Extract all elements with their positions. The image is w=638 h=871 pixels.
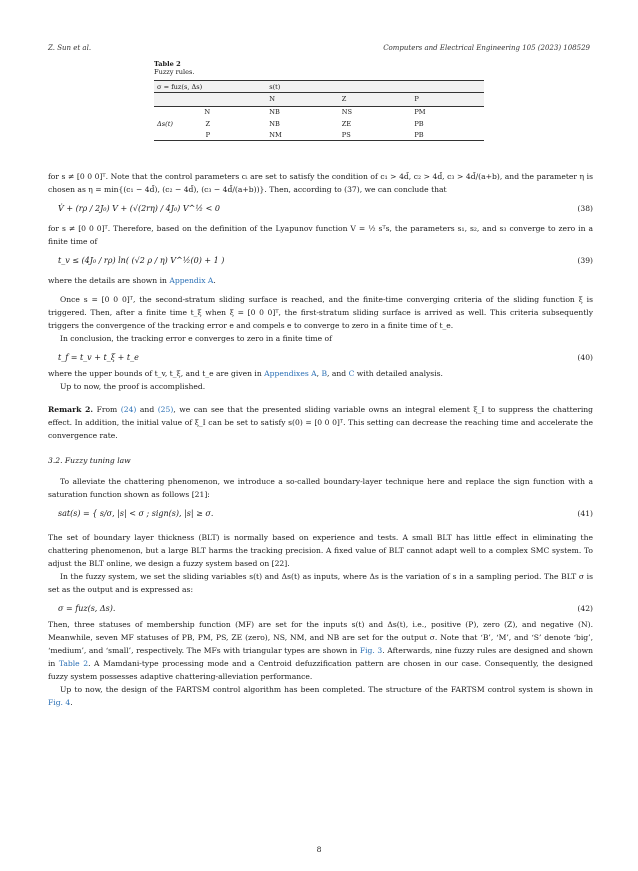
appendix-b-link[interactable]: B [321, 369, 328, 378]
text: From [93, 405, 121, 414]
equation-number: (42) [577, 604, 593, 613]
paragraph [48, 274, 593, 287]
table-header-row [154, 81, 484, 93]
section-heading: 3.2. Fuzzy tuning law [48, 456, 131, 465]
text: . [70, 698, 73, 707]
table-subheader: N [266, 93, 339, 107]
equation-text: σ = fuz(s, Δs). [58, 604, 116, 613]
text: where the upper bounds of t_v, t_ξ, and t_e are given in [48, 369, 265, 378]
table-row-key: Z [205, 119, 211, 128]
table-header-input: s(t) [266, 81, 484, 93]
table-cell: PS [339, 129, 412, 141]
paragraph: Once s = [0 0 0]ᵀ, the second-stratum sliding surface is reached, and the finite-time converging criteria of the sliding function ξ is triggered. Then, after a finite time t_ξ when ξ = [0 0 0]ᵀ, the first-stratum sliding surface is arrived as well. This criteria subsequently triggers the convergence of the tracking error e and compels e to converge to zero in a finite time of t_e. [48, 295, 593, 330]
paragraph: The set of boundary layer thickness (BLT) is normally based on experience and tests. A small BLT has little effect in eliminating the chattering phenomenon, but a large BLT harms the tracking precision. A fixed value of BLT cannot adapt well to a complex SMC system. To adjust the BLT online, we design a fuzzy system based on [22]. [48, 533, 593, 568]
table-cell: NB [269, 119, 280, 128]
table-subheader: Z [339, 93, 412, 107]
text: with detailed analysis. [354, 369, 443, 378]
equation-text: V̇ + (rρ / 2J₀) V + (√(2rη) / 4J₀) V^½ < 0 [58, 204, 220, 213]
table-subheader-row [154, 93, 484, 107]
table-row [154, 118, 484, 129]
table-cell: NS [341, 108, 353, 117]
fuzzy-rules-table [154, 80, 484, 141]
equation-40 [48, 345, 593, 367]
table-cell: PM [414, 108, 426, 117]
equation-41 [48, 501, 593, 531]
equation-42 [48, 596, 593, 618]
text: where the details are shown in [48, 276, 170, 285]
appendix-a-link[interactable]: Appendixes A [264, 369, 317, 378]
equation-39 [48, 248, 593, 274]
appendix-a-link[interactable]: Appendix A [169, 276, 214, 285]
text: Up to now, the design of the FARTSM control algorithm has been completed. The structure of the FARTSM control system is shown in [60, 685, 593, 694]
paragraph [48, 618, 593, 683]
table-label: Table 2 [154, 60, 181, 68]
text: . [213, 276, 216, 285]
running-header-authors: Z. Sun et al. [48, 44, 92, 52]
figure-4-link[interactable]: Fig. 4 [48, 698, 71, 707]
table-subheader: P [411, 93, 484, 107]
text: , we can see that the presented sliding variable owns an integral element ξ_I to suppress the chattering effect. In addition, the initial value of ξ_I can be set to satisfy s(0) = [0 0 0]ᵀ. This setting can decrease the reaching time and accelerate the convergence rate. [48, 405, 594, 440]
paragraph: for s ≠ [0 0 0]ᵀ. Therefore, based on the definition of the Lyapunov function V = ½ sᵀs, the parameters s₁, s₂, and s₃ converge to zero in a finite time of [48, 224, 593, 246]
paragraph: for s ≠ [0 0 0]ᵀ. Note that the control parameters cᵢ are set to satisfy the condition of c₁ > 4d̄, c₂ > 4d̄, c₃ > 4d̄/(a+b), and the parameter η is chosen as η = min{(c₁ − 4d̄), (c₂ − 4d̄), (c₃ − 4d̄/(a+b))}. Then, according to (37), we can conclude that [48, 172, 593, 194]
text: and [136, 405, 158, 414]
paragraph: To alleviate the chattering phenomenon, we introduce a so-called boundary-layer technique here and replace the sign function with a saturation function shown as follows [21]: [48, 477, 593, 499]
text: . A Mamdani-type processing mode and a Centroid defuzzification pattern are chosen in our case. Consequently, the designed fuzzy system possesses adaptive chattering-alleviation performance. [48, 659, 594, 681]
table-cell: ZE [341, 119, 352, 128]
remark-paragraph [48, 403, 593, 442]
paragraph [48, 367, 593, 380]
table-cell: NM [266, 129, 339, 141]
paragraph [48, 683, 593, 709]
equation-number: (41) [577, 509, 593, 518]
paragraph: In the fuzzy system, we set the sliding variables s(t) and Δs(t) as inputs, where Δs is the variation of s in a sampling period. The BLT σ is set as the output and is expressed as: [48, 572, 593, 594]
text: Then, three statuses of membership function (MF) are set for the inputs s(t) and Δs(t), i.e., positive (P), zero (Z), and negative (N). Meanwhile, seven MF statuses of PB, PM, PS, ZE (zero), NS, NM, and NB are set for the output σ. Note that ‘B’, ‘M’, and ‘S’ denote ‘big’, ‘medium’, and ‘small’, respectively. The MFs with triangular types are shown in [48, 620, 593, 655]
equation-number: (40) [577, 353, 593, 362]
table-row-key: N [204, 108, 211, 117]
table-header-output: σ = fuz(s, Δs) [154, 81, 266, 93]
figure-3-link[interactable]: Fig. 3 [359, 646, 383, 655]
equation-25-link[interactable]: (25) [157, 405, 174, 414]
equation-number: (39) [577, 256, 593, 265]
table-row [154, 106, 484, 118]
table-caption: Fuzzy rules. [154, 68, 195, 76]
running-header-journal: Computers and Electrical Engineering 105 (2023) 108529 [383, 44, 590, 52]
text: , [316, 369, 322, 378]
table-cell: PB [414, 119, 424, 128]
equation-24-link[interactable]: (24) [120, 405, 137, 414]
table-row [154, 129, 484, 141]
equation-38 [48, 196, 593, 222]
equation-text: t_f = t_v + t_ξ + t_e [58, 353, 139, 362]
table-cell: PB [411, 129, 484, 141]
table-row-label: Δs(t) [157, 119, 173, 128]
remark-label: Remark 2. [48, 405, 94, 414]
text: . Afterwards, nine fuzzy rules are designed and shown in [48, 646, 593, 668]
article-body [48, 170, 593, 709]
page-number: 8 [316, 845, 322, 854]
fuzzy-rules-table-block [154, 60, 484, 141]
table-2-link[interactable]: Table 2 [58, 659, 89, 668]
paragraph: Up to now, the proof is accomplished. [60, 382, 206, 391]
equation-text: sat(s) = { s/σ, |s| < σ ; sign(s), |s| ≥ σ. [58, 509, 214, 518]
paragraph: In conclusion, the tracking error e converges to zero in a finite time of [60, 334, 332, 343]
equation-number: (38) [577, 204, 593, 213]
appendix-c-link[interactable]: C [348, 369, 355, 378]
text: , and [327, 369, 349, 378]
table-row-key: P [205, 130, 211, 139]
equation-text: t_v ≤ (4J₀ / rρ) ln( (√2 ρ / η) V^½(0) + 1 ) [58, 256, 225, 265]
table-cell: NB [269, 108, 280, 117]
